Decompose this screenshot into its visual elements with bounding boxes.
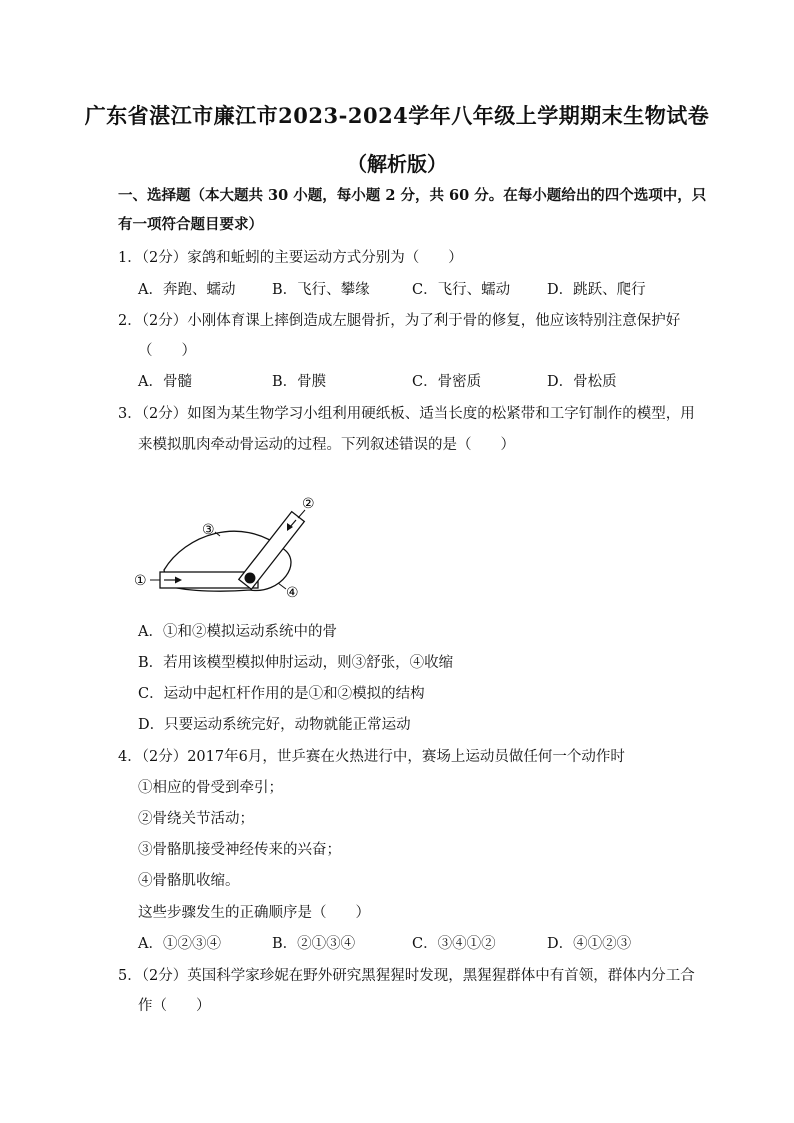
q4-option-d: D．④①②③ [547,936,632,952]
page-subtitle: （解析版） [347,152,447,176]
section-heading-line1: 一、选择题（本大题共 30 小题，每小题 2 分，共 60 分。在每小题给出的四个选项中，只 [118,187,707,204]
figure-label-3: ③ [202,522,215,538]
q5-stem-line2: 作（ ） [138,998,211,1014]
pin-dot [245,573,256,584]
q4-option-c: C．③④①② [412,936,496,952]
q1-option-b: B．飞行、攀缘 [272,282,370,298]
figure-label-2: ② [302,496,315,512]
q4-step-4: ④骨骼肌收缩。 [138,873,240,889]
q1-option-d: D．跳跃、爬行 [547,282,646,298]
q5-stem-line1: 5．（2分）英国科学家珍妮在野外研究黑猩猩时发现，黑猩猩群体中有首领，群体内分工合 [118,968,695,984]
q2-option-d: D．骨松质 [547,374,617,390]
q2-option-c: C．骨密质 [412,374,482,390]
q3-stem-line2: 来模拟肌肉牵动骨运动的过程。下列叙述错误的是（ ） [138,437,515,453]
figure-label-4: ④ [286,585,299,601]
q3-stem-line1: 3．（2分）如图为某生物学习小组利用硬纸板、适当长度的松紧带和工字钉制作的模型，用 [118,406,695,422]
q3-model-figure [130,490,330,605]
q4-option-a: A．①②③④ [138,936,221,952]
leader-4 [278,583,286,589]
q4-step-2: ②骨绕关节活动； [138,811,254,827]
q1-option-c: C．飞行、蠕动 [412,282,511,298]
q3-option-b: B．若用该模型模拟伸肘运动，则③舒张，④收缩 [138,655,454,671]
q4-step-1: ①相应的骨受到牵引； [138,780,283,796]
q3-option-d: D．只要运动系统完好，动物就能正常运动 [138,717,411,733]
q4-step-3: ③骨骼肌接受神经传来的兴奋； [138,842,341,858]
q4-option-b: B．②①③④ [272,936,356,952]
section-heading-line2: 有一项符合题目要求） [118,216,263,233]
q2-option-b: B．骨膜 [272,374,327,390]
q3-option-c: C．运动中起杠杆作用的是①和②模拟的结构 [138,686,425,702]
q2-stem-line2: （ ） [138,343,196,359]
q4-prompt: 这些步骤发生的正确顺序是（ ） [138,905,370,921]
q4-stem: 4．（2分）2017年6月，世乒赛在火热进行中，赛场上运动员做任何一个动作时 [118,749,625,765]
page-title: 广东省湛江市廉江市2023-2024学年八年级上学期期末生物试卷 [84,103,710,128]
q1-stem: 1．（2分）家鸽和蚯蚓的主要运动方式分别为（ ） [118,250,463,266]
q1-option-a: A．奔跑、蠕动 [138,282,236,298]
q2-option-a: A．骨髓 [138,374,192,390]
q2-stem-line1: 2．（2分）小刚体育课上摔倒造成左腿骨折，为了利于骨的修复，他应该特别注意保护好 [118,313,681,329]
q3-option-a: A．①和②模拟运动系统中的骨 [138,624,337,640]
figure-label-1: ① [134,573,147,589]
